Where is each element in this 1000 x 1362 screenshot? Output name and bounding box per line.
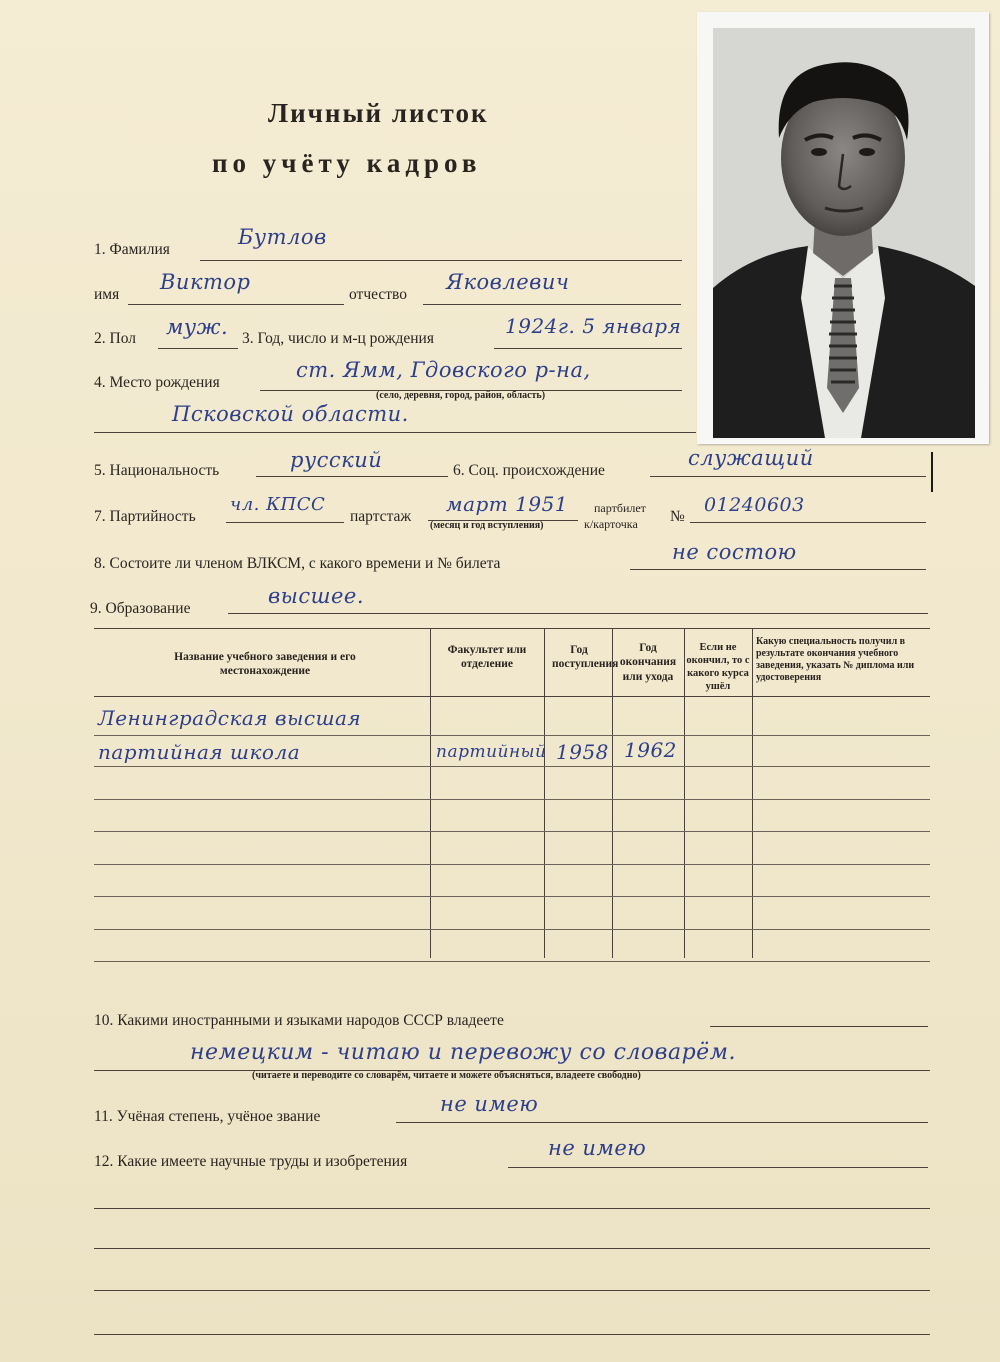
table-row-line xyxy=(94,896,930,897)
header-specialty: Какую специальность получил в результате окончания учебного заведения, указать № диплома или удостоверения xyxy=(756,636,915,683)
blank-line xyxy=(94,1290,930,1291)
sex-value: муж. xyxy=(166,315,229,339)
first-name-value: Виктор xyxy=(160,270,251,294)
table-row-line xyxy=(94,864,930,865)
portrait-photo xyxy=(713,28,975,438)
blank-line xyxy=(94,1248,930,1249)
margin-mark xyxy=(931,452,933,492)
nationality-value: русский xyxy=(290,448,383,472)
surname-label: 1. Фамилия xyxy=(94,241,170,258)
card-number-label: № xyxy=(670,508,685,525)
patronymic-value: Яковлевич xyxy=(446,270,570,294)
first-name-label: имя xyxy=(94,286,120,303)
table-col-divider-3 xyxy=(612,628,613,958)
sex-label: 2. Пол xyxy=(94,330,136,347)
card-number-value: 01240603 xyxy=(704,494,805,516)
birthplace-line-2 xyxy=(94,432,696,433)
degree-line xyxy=(396,1122,928,1123)
birth-date-value: 1924г. 5 января xyxy=(505,314,682,338)
header-year-start: Год поступления xyxy=(552,644,619,671)
party-value: чл. КПСС xyxy=(230,494,326,515)
membership-card-label: к/карточка xyxy=(584,517,638,531)
social-origin-line xyxy=(650,476,926,477)
birthplace-value-line1: ст. Ямм, Гдовского р-на, xyxy=(296,358,591,382)
party-label: 7. Партийность xyxy=(94,508,196,525)
komsomol-label: 8. Состоите ли членом ВЛКСМ, с какого времени и № билета xyxy=(94,555,501,572)
year-start-value: 1958 xyxy=(556,740,609,764)
nationality-line xyxy=(256,476,448,477)
table-col-divider-2 xyxy=(544,628,545,958)
year-end-value: 1962 xyxy=(624,738,677,762)
birthplace-label: 4. Место рождения xyxy=(94,374,220,391)
birth-date-line xyxy=(494,348,682,349)
table-row-line xyxy=(94,961,930,962)
portrait-image xyxy=(713,28,975,438)
blank-line xyxy=(94,1334,930,1335)
table-row-line xyxy=(94,929,930,930)
komsomol-value: не состою xyxy=(672,540,797,564)
education-line xyxy=(228,613,928,614)
table-row-line xyxy=(94,766,930,767)
table-header-border xyxy=(94,696,930,697)
document-title-line2: по учёту кадров xyxy=(212,148,482,178)
education-value: высшее. xyxy=(268,584,365,608)
education-label: 9. Образование xyxy=(90,600,191,617)
works-line xyxy=(508,1167,928,1168)
birthplace-value-line2: Псковской области. xyxy=(172,402,409,426)
languages-value: немецким - читаю и перевожу со словарём. xyxy=(190,1040,736,1065)
document-title-line1: Личный листок xyxy=(268,98,489,128)
table-top-border xyxy=(94,628,930,629)
table-row-line xyxy=(94,735,930,736)
works-value: не имею xyxy=(548,1136,647,1160)
header-institution: Название учебного заведения и его местонахождение xyxy=(174,651,356,678)
party-tenure-hint: (месяц и год вступления) xyxy=(430,520,544,531)
birth-date-label: 3. Год, число и м-ц рождения xyxy=(242,330,434,347)
party-line xyxy=(226,522,344,523)
table-col-divider-5 xyxy=(752,628,753,958)
komsomol-line xyxy=(630,569,926,570)
institution-value-line1: Ленинградская высшая xyxy=(98,706,362,730)
social-origin-label: 6. Соц. происхождение xyxy=(453,462,605,479)
table-col-divider-1 xyxy=(430,628,431,958)
patronymic-label: отчество xyxy=(349,286,407,303)
photo-frame xyxy=(697,12,989,444)
patronymic-line xyxy=(423,304,681,305)
languages-hint: (читаете и переводите со словарём, читаете и можете объясняться, владеете свободно) xyxy=(252,1070,641,1081)
degree-value: не имею xyxy=(440,1092,539,1116)
works-label: 12. Какие имеете научные труды и изобретения xyxy=(94,1153,408,1170)
first-name-line xyxy=(128,304,344,305)
sex-line xyxy=(158,348,238,349)
party-tenure-label: партстаж xyxy=(350,508,412,525)
header-year-end: Год окончания или ухода xyxy=(619,642,677,683)
languages-line xyxy=(710,1026,928,1027)
party-tenure-value: март 1951 xyxy=(446,492,569,516)
faculty-value: партийный xyxy=(436,742,547,762)
header-faculty: Факультет или отделение xyxy=(447,644,527,671)
surname-value: Бутлов xyxy=(238,225,327,249)
party-card-label: партбилет xyxy=(594,501,646,515)
social-origin-value: служащий xyxy=(688,446,814,470)
languages-label: 10. Какими иностранными и языками народов СССР владеете xyxy=(94,1012,504,1029)
table-col-divider-4 xyxy=(684,628,685,958)
blank-line xyxy=(94,1208,930,1209)
header-left-course: Если не окончил, то с какого курса ушёл xyxy=(686,642,750,693)
table-row-line xyxy=(94,831,930,832)
degree-label: 11. Учёная степень, учёное звание xyxy=(94,1108,321,1125)
surname-line xyxy=(200,260,682,261)
institution-value-line2: партийная школа xyxy=(98,740,301,764)
birthplace-hint: (село, деревня, город, район, область) xyxy=(376,390,546,401)
nationality-label: 5. Национальность xyxy=(94,462,220,479)
card-number-line xyxy=(690,522,926,523)
table-row-line xyxy=(94,799,930,800)
